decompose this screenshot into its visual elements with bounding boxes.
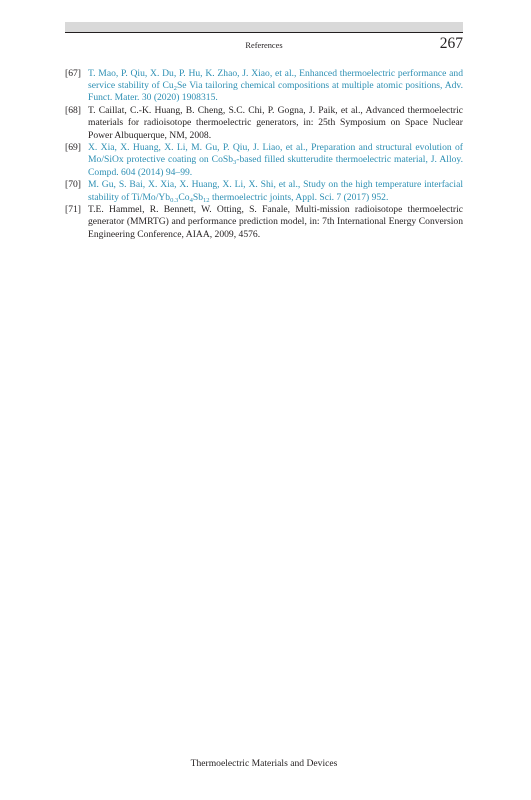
reference-text-run: Co [178,191,190,203]
subscript: 3 [233,159,237,167]
reference-item [65,105,463,142]
reference-number: [68] [65,105,81,117]
header-band [65,22,463,32]
subscript: 0.3 [170,196,179,204]
reference-text-run: T.E. Hammel, R. Bennett, W. Otting, S. Fanale, Multi-mission radioisotope thermoelectric generator (MMRTG) and performance prediction model, in: 7th International Energy Conversion Engineering Conference, AIAA, 2009, 4576. [88,204,463,240]
page-number: 267 [439,35,463,52]
reference-text-run: -based filled skutterudite thermoelectric material, J. Alloy. Compd. 604 (2014) 94–99. [88,154,463,178]
subscript: 4 [189,196,193,204]
reference-link[interactable] [88,179,463,203]
reference-text-run: thermoelectric joints, Appl. Sci. 7 (2017) 952. [209,191,389,203]
reference-list [65,68,463,241]
reference-item [65,204,463,241]
reference-text-run: M. Gu, S. Bai, X. Xia, X. Huang, X. Li, X. Shi, et al., Study on the high temperature interfacial stability of Ti/Mo/Yb [88,179,463,203]
reference-text-run: Sb [192,191,203,203]
reference-number: [70] [65,179,81,191]
reference-text-run: Se Via tailoring chemical compositions at multiple atomic positions, Adv. Funct. Mater. 30 (2020) 1908315. [88,80,463,104]
reference-text [88,204,463,241]
page-header [65,32,463,54]
reference-link[interactable] [88,68,463,105]
reference-text-run: X. Xia, X. Huang, X. Li, M. Gu, P. Qiu, J. Liao, et al., Preparation and structural evolution of Mo/SiOx protective coating on CoSb [88,142,463,166]
reference-item [65,179,463,203]
footer-book-title: Thermoelectric Materials and Devices [190,758,338,769]
running-head: References [245,41,283,50]
subscript: 2 [173,85,177,93]
reference-text-run: T. Caillat, C.-K. Huang, B. Cheng, S.C. Chi, P. Gogna, J. Paik, et al., Advanced thermoelectric materials for radioisotope thermoelectric generators, in: 25th Symposium on Space Nuclear Power Albuquerque, NM, 2008. [88,105,463,141]
reference-text-run: T. Mao, P. Qiu, X. Du, P. Hu, K. Zhao, J. Xiao, et al., Enhanced thermoelectric performance and service stability of Cu [88,68,463,92]
reference-number: [69] [65,142,81,154]
reference-number: [67] [65,68,81,79]
reference-number: [71] [65,204,81,216]
reference-item [65,142,463,179]
reference-link[interactable] [88,142,463,179]
reference-item [65,68,463,105]
reference-text [88,105,463,142]
subscript: 12 [203,196,210,204]
